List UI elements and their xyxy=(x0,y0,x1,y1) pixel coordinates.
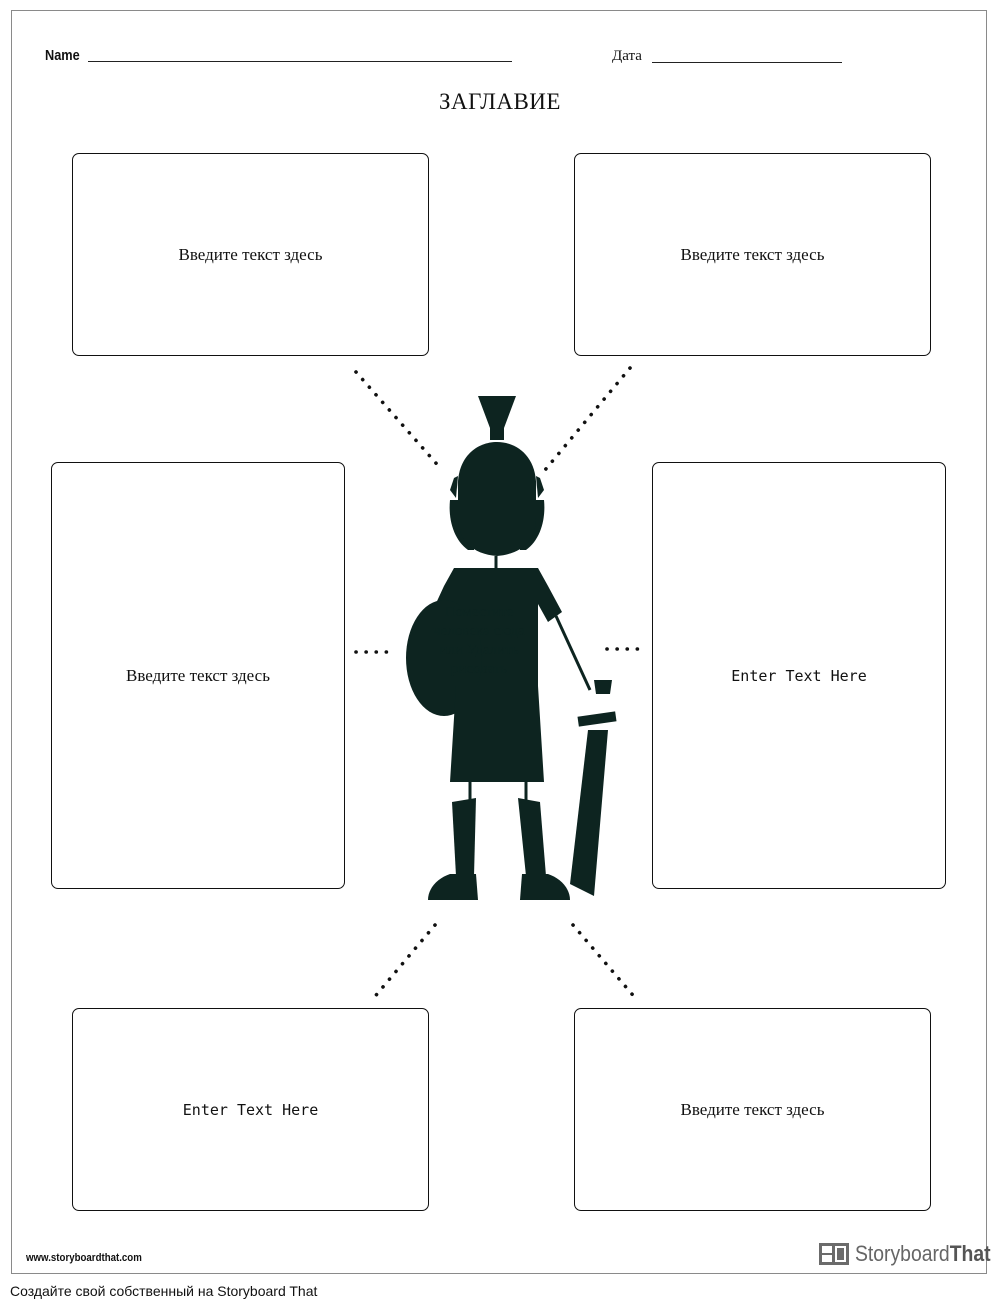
text-box-label: Введите текст здесь xyxy=(680,244,825,264)
text-box-top-right[interactable] xyxy=(574,153,931,356)
text-box-top-left[interactable] xyxy=(72,153,429,356)
date-line[interactable] xyxy=(652,62,842,63)
brand-name-second: That xyxy=(949,1241,991,1266)
brand-name-first: Storyboard xyxy=(855,1241,950,1266)
text-box-middle-left[interactable] xyxy=(51,462,345,889)
text-box-label: Введите текст здесь xyxy=(178,244,323,264)
text-box-label: Enter Text Here xyxy=(182,1100,319,1119)
storyboardthat-logo xyxy=(818,1239,1000,1269)
text-box-middle-right[interactable] xyxy=(652,462,946,889)
worksheet-title[interactable]: ЗАГЛАВИЕ xyxy=(439,89,561,114)
storyboard-logo-icon xyxy=(818,1242,850,1266)
text-box-bottom-left[interactable] xyxy=(72,1008,429,1211)
create-your-own-caption[interactable]: Создайте свой собственный на Storyboard That xyxy=(10,1283,318,1299)
name-line[interactable] xyxy=(88,61,512,62)
date-label: Дата xyxy=(612,48,642,64)
figure-placeholder-text: Поместите человека сюда или Удалить рисовать xyxy=(433,604,525,677)
text-box-label: Enter Text Here xyxy=(731,666,867,685)
text-box-label: Введите текст здесь xyxy=(126,665,270,685)
text-box-bottom-right[interactable] xyxy=(574,1008,931,1211)
text-box-label: Введите текст здесь xyxy=(680,1099,825,1119)
footer-url: www.storyboardthat.com xyxy=(26,1252,142,1264)
brand-name xyxy=(855,1241,991,1267)
name-label: Name xyxy=(45,47,80,64)
